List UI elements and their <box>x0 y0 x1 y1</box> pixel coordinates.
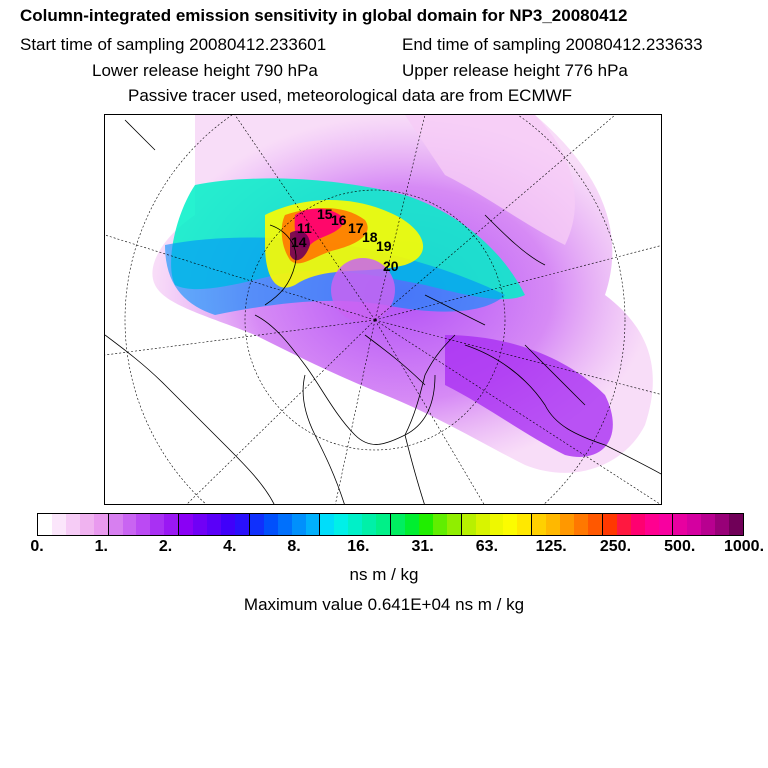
colorbar-tick-label: 63. <box>475 538 499 555</box>
colorbar-cell <box>319 514 334 535</box>
colorbar-cell <box>348 514 362 535</box>
track-label-19: 19 <box>376 238 392 254</box>
colorbar-cell <box>150 514 164 535</box>
map-panel <box>104 114 662 505</box>
colorbar-tick-label: 250. <box>599 538 632 555</box>
colorbar-cell <box>94 514 108 535</box>
track-label-14: 14 <box>291 234 307 250</box>
colorbar-cell <box>278 514 292 535</box>
colorbar-cell <box>419 514 433 535</box>
colorbar-cell <box>249 514 264 535</box>
colorbar-cell <box>461 514 476 535</box>
colorbar-cell <box>659 514 673 535</box>
colorbar-cell <box>560 514 574 535</box>
colorbar-cell <box>292 514 306 535</box>
colorbar-cell <box>701 514 715 535</box>
end-time-label: End time of sampling 20080412.233633 <box>402 35 703 54</box>
colorbar-tick-label: 0. <box>30 538 44 555</box>
colorbar-cell <box>433 514 447 535</box>
colorbar-cell <box>376 514 390 535</box>
colorbar-tick-label: 125. <box>535 538 567 555</box>
colorbar-cell <box>123 514 137 535</box>
track-label-17: 17 <box>348 220 364 236</box>
upper-release-height-label: Upper release height 776 hPa <box>402 61 628 80</box>
units-label: ns m / kg <box>349 565 419 584</box>
colorbar-cell <box>631 514 645 535</box>
colorbar-tick-label: 16. <box>347 538 370 555</box>
colorbar-cell <box>546 514 560 535</box>
colorbar-cell <box>390 514 405 535</box>
colorbar-cell <box>264 514 278 535</box>
colorbar-cell <box>235 514 249 535</box>
colorbar-cell <box>108 514 123 535</box>
track-label-20: 20 <box>383 258 399 274</box>
colorbar-cell <box>221 514 235 535</box>
colorbar-cell <box>588 514 602 535</box>
track-label-15: 15 <box>317 206 333 222</box>
colorbar-cell <box>38 514 52 535</box>
colorbar-cell <box>52 514 66 535</box>
colorbar-cell <box>490 514 504 535</box>
chart-title: Column-integrated emission sensitivity in global domain for NP3_20080412 <box>20 6 628 25</box>
track-label-18: 18 <box>362 229 378 245</box>
start-time-label: Start time of sampling 20080412.233601 <box>20 35 327 54</box>
colorbar-cell <box>207 514 221 535</box>
colorbar-cell <box>66 514 80 535</box>
colorbar-cell <box>306 514 320 535</box>
colorbar-cell <box>136 514 150 535</box>
colorbar-cell <box>80 514 94 535</box>
colorbar-tick-label: 1000. <box>723 538 765 555</box>
colorbar-cell <box>574 514 588 535</box>
colorbar-cell <box>645 514 659 535</box>
track-label-16: 16 <box>331 212 347 228</box>
colorbar-cell <box>334 514 348 535</box>
colorbar-tick-label: 500. <box>664 538 696 555</box>
colorbar-tick-label: 8. <box>287 538 301 555</box>
colorbar-cell <box>617 514 631 535</box>
colorbar-cell <box>178 514 193 535</box>
colorbar-cell <box>193 514 207 535</box>
colorbar <box>37 513 744 536</box>
colorbar-tick-label: 2. <box>158 538 173 555</box>
tracer-info-label: Passive tracer used, meteorological data are from ECMWF <box>128 86 573 105</box>
colorbar-cell <box>715 514 729 535</box>
polar-map <box>105 115 662 505</box>
colorbar-cell <box>672 514 687 535</box>
colorbar-cell <box>687 514 701 535</box>
lower-release-height-label: Lower release height 790 hPa <box>92 61 318 80</box>
track-label-11: 11 <box>297 220 312 236</box>
colorbar-cell <box>602 514 617 535</box>
max-value-label: Maximum value 0.641E+04 ns m / kg <box>243 595 525 614</box>
colorbar-cell <box>405 514 419 535</box>
colorbar-cell <box>447 514 461 535</box>
colorbar-cell <box>729 514 743 535</box>
colorbar-cell <box>517 514 531 535</box>
colorbar-cell <box>164 514 178 535</box>
colorbar-tick-label: 4. <box>223 538 237 555</box>
colorbar-cell <box>362 514 376 535</box>
colorbar-tick-label: 31. <box>411 538 434 555</box>
colorbar-cell <box>476 514 490 535</box>
colorbar-tick-label: 1. <box>94 538 108 555</box>
colorbar-cell <box>503 514 517 535</box>
colorbar-cell <box>531 514 546 535</box>
